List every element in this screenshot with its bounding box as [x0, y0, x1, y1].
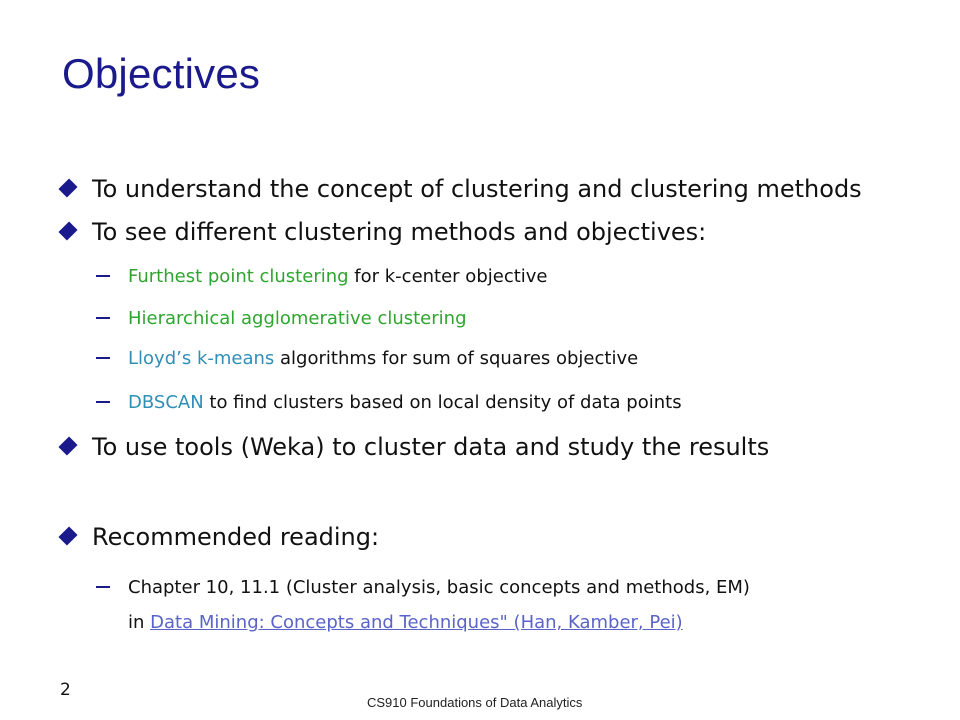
subitem-dbscan [96, 392, 682, 413]
bullet-text: To see different clustering methods and objectives: [92, 218, 707, 246]
diamond-bullet-icon [58, 221, 77, 240]
reading-prefix: in [128, 612, 151, 633]
subitem-furthest-point [96, 266, 548, 287]
subitem-rest: for k-center objective [348, 266, 548, 287]
bullet-reading [62, 523, 379, 551]
dash-bullet-icon [96, 317, 110, 319]
subitem-highlight: Furthest point clustering [128, 266, 349, 287]
diamond-bullet-icon [58, 436, 77, 455]
dash-bullet-icon [96, 357, 110, 359]
reading-line-2 [128, 605, 750, 640]
page-number: 2 [60, 680, 71, 700]
slide-title: Objectives [62, 50, 261, 97]
bullet-text: To understand the concept of clustering and clustering methods [92, 175, 862, 203]
bullet-understand [62, 175, 862, 203]
book-link[interactable]: Data Mining: Concepts and Techniques" (Han, Kamber, Pei) [150, 612, 683, 633]
reading-line-1: Chapter 10, 11.1 (Cluster analysis, basic concepts and methods, EM) [128, 577, 750, 598]
subitem-rest: algorithms for sum of squares objective [274, 348, 639, 369]
bullet-text: Recommended reading: [92, 523, 380, 551]
bullet-methods [62, 218, 706, 246]
bullet-tools [62, 433, 769, 461]
diamond-bullet-icon [58, 526, 77, 545]
dash-bullet-icon [96, 586, 110, 588]
subitem-chapter [96, 570, 750, 640]
subitem-highlight: Hierarchical agglomerative clustering [128, 308, 467, 329]
subitem-highlight: DBSCAN [128, 392, 204, 413]
subitem-rest: to find clusters based on local density of data points [203, 392, 682, 413]
subitem-lloyd [96, 348, 638, 369]
dash-bullet-icon [96, 401, 110, 403]
diamond-bullet-icon [58, 178, 77, 197]
subitem-hierarchical [96, 308, 467, 329]
bullet-text: To use tools (Weka) to cluster data and study the results [92, 433, 770, 461]
dash-bullet-icon [96, 275, 110, 277]
subitem-highlight: Lloyd’s k-means [128, 348, 275, 369]
footer-course: CS910 Foundations of Data Analytics [367, 695, 583, 710]
